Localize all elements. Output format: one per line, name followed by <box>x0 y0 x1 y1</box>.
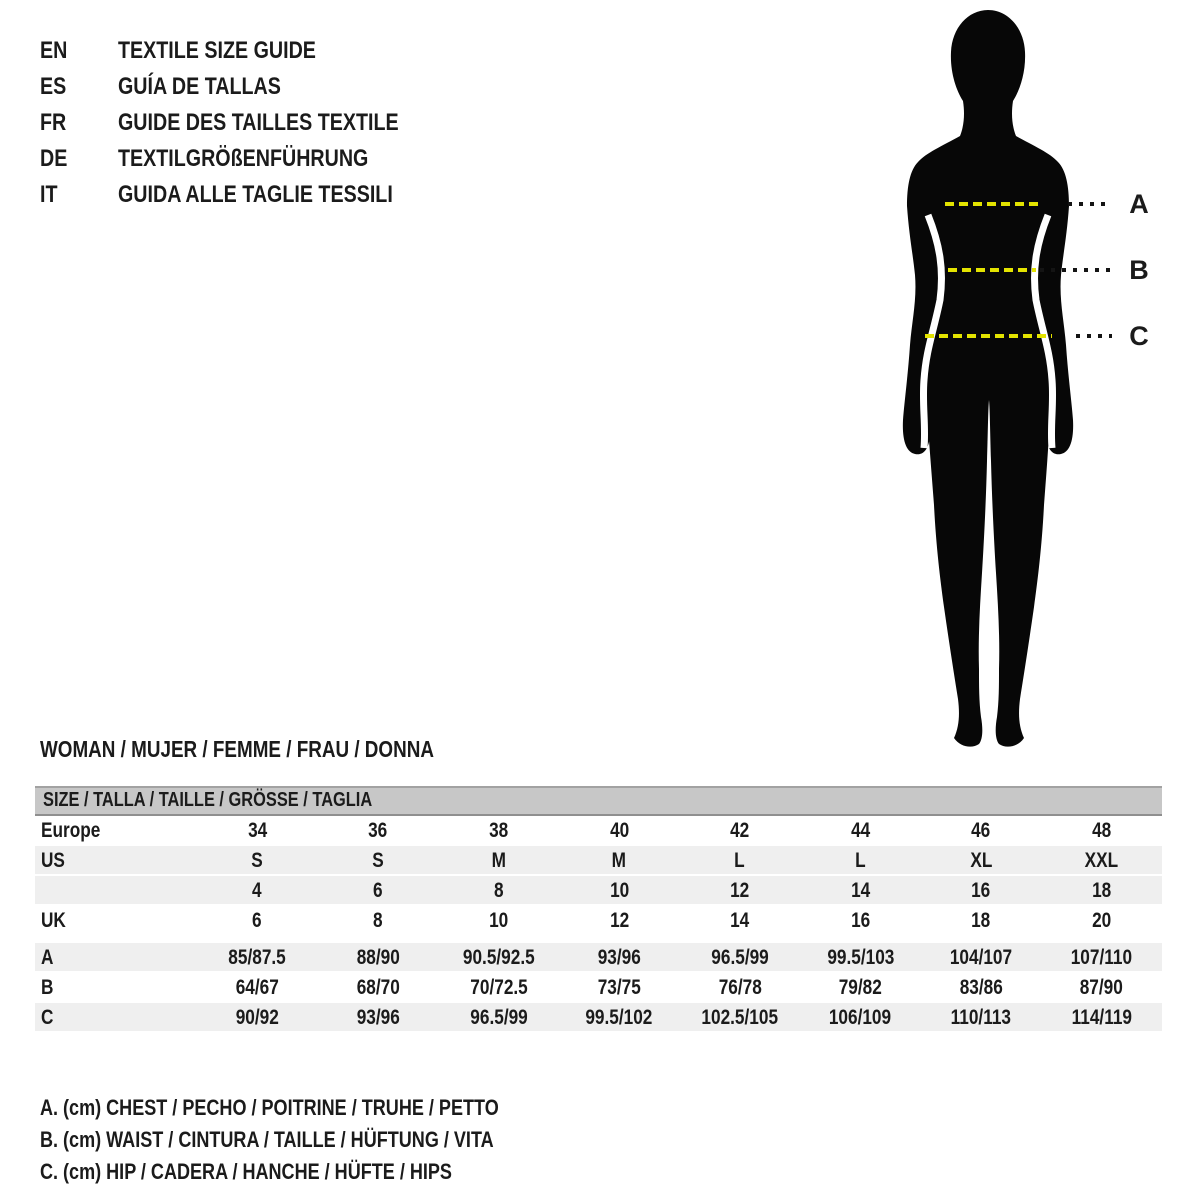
table-row-hip <box>35 1003 1162 1033</box>
cell-value: 44 <box>850 819 871 842</box>
size-table <box>35 786 1162 1033</box>
cell-value: 88/90 <box>356 946 400 969</box>
cell-value: 64/67 <box>235 976 279 999</box>
table-row-europe <box>35 816 1162 846</box>
cell-value: XL <box>970 849 993 872</box>
cell-value: L <box>734 849 746 872</box>
language-code: ES <box>40 73 67 100</box>
cell-value: 85/87.5 <box>228 946 287 969</box>
cell-value: M <box>612 849 627 872</box>
cell-value: M <box>491 849 506 872</box>
cell-value: 110/113 <box>950 1006 1012 1029</box>
cell-value: 38 <box>488 819 509 842</box>
cell-value: 106/109 <box>829 1006 892 1029</box>
table-row-us-numeric <box>35 876 1162 906</box>
cell-value: 114/119 <box>1071 1006 1132 1029</box>
woman-silhouette <box>903 10 1073 747</box>
cell-value: 6 <box>252 909 263 932</box>
woman-silhouette-figure <box>860 0 1160 760</box>
cell-value: 102.5/105 <box>701 1006 779 1029</box>
row-label: UK <box>41 909 66 932</box>
measurement-legend <box>40 1092 599 1188</box>
cell-value: 46 <box>971 819 991 842</box>
right-arm-gap <box>1035 215 1053 448</box>
cell-value: 10 <box>488 909 509 932</box>
cell-value: 8 <box>493 879 504 902</box>
language-title-list <box>40 33 460 213</box>
cell-value: 20 <box>1092 909 1112 932</box>
legend-hip: C. (cm) HIP / CADERA / HANCHE / HÜFTE / HIPS <box>40 1159 452 1184</box>
table-row-us <box>35 846 1162 876</box>
row-label: Europe <box>41 819 101 842</box>
guide-title-en: TEXTILE SIZE GUIDE <box>118 37 316 64</box>
row-label: A <box>41 946 54 969</box>
section-title: WOMAN / MUJER / FEMME / FRAU / DONNA <box>40 736 434 762</box>
cell-value: 8 <box>373 909 383 932</box>
cell-value: 93/96 <box>356 1006 400 1029</box>
table-row-uk <box>35 906 1162 936</box>
table-row-chest <box>35 943 1162 973</box>
cell-value: 10 <box>609 879 629 902</box>
cell-value: 12 <box>730 879 750 902</box>
marker-label-chest: A <box>1129 189 1149 219</box>
table-row-waist <box>35 973 1162 1003</box>
cell-value: 90/92 <box>235 1006 279 1029</box>
cell-value: 87/90 <box>1080 976 1124 999</box>
language-row-it <box>40 177 460 213</box>
cell-value: 14 <box>850 879 871 902</box>
size-table-header: SIZE / TALLA / TAILLE / GRÖSSE / TAGLIA <box>35 786 1162 816</box>
cell-value: 107/110 <box>1071 946 1133 969</box>
cell-value: 99.5/102 <box>585 1006 653 1029</box>
cell-value: L <box>855 849 866 872</box>
language-code: IT <box>40 181 58 208</box>
language-code: DE <box>40 145 68 172</box>
guide-title-fr: GUIDE DES TAILLES TEXTILE <box>118 109 399 136</box>
cell-value: 96.5/99 <box>711 946 769 969</box>
row-label: B <box>41 976 54 999</box>
language-code: EN <box>40 37 68 64</box>
marker-label-hip: C <box>1129 321 1149 351</box>
cell-value: 70/72.5 <box>469 976 528 999</box>
guide-title-it: GUIDA ALLE TAGLIE TESSILI <box>118 181 393 208</box>
cell-value: 73/75 <box>597 976 641 999</box>
language-code: FR <box>40 109 67 136</box>
cell-value: 40 <box>609 819 629 842</box>
cell-value: 93/96 <box>597 946 641 969</box>
cell-value: 90.5/92.5 <box>462 946 535 969</box>
guide-title-es: GUÍA DE TALLAS <box>118 73 281 100</box>
marker-label-waist: B <box>1129 255 1149 285</box>
cell-value: 18 <box>1092 879 1112 902</box>
cell-value: XXL <box>1084 849 1119 872</box>
cell-value: 83/86 <box>959 976 1003 999</box>
language-row-fr <box>40 105 460 141</box>
cell-value: 79/82 <box>838 976 882 999</box>
cell-value: 68/70 <box>356 976 400 999</box>
cell-value: 104/107 <box>949 946 1013 969</box>
language-row-en <box>40 33 460 69</box>
row-label: US <box>41 849 65 872</box>
cell-value: 76/78 <box>718 976 762 999</box>
cell-value: 14 <box>730 909 750 932</box>
guide-title-de: TEXTILGRÖßENFÜHRUNG <box>118 145 369 172</box>
legend-chest: A. (cm) CHEST / PECHO / POITRINE / TRUHE / PETTO <box>40 1095 499 1120</box>
cell-value: 16 <box>850 909 871 932</box>
cell-value: 34 <box>247 819 267 842</box>
row-label: C <box>41 1006 54 1029</box>
cell-value: 12 <box>609 909 629 932</box>
cell-value: S <box>372 849 384 872</box>
cell-value: 99.5/103 <box>826 946 894 969</box>
cell-value: 18 <box>971 909 991 932</box>
cell-value: 36 <box>368 819 388 842</box>
language-row-es <box>40 69 460 105</box>
cell-value: 4 <box>252 879 263 902</box>
cell-value: S <box>251 849 264 872</box>
cell-value: 42 <box>730 819 750 842</box>
cell-value: 48 <box>1092 819 1112 842</box>
cell-value: 6 <box>373 879 383 902</box>
legend-waist: B. (cm) WAIST / CINTURA / TAILLE / HÜFTUNG / VITA <box>40 1127 494 1152</box>
cell-value: 16 <box>971 879 991 902</box>
left-arm-gap <box>923 215 941 448</box>
language-row-de <box>40 141 460 177</box>
cell-value: 96.5/99 <box>469 1006 528 1029</box>
